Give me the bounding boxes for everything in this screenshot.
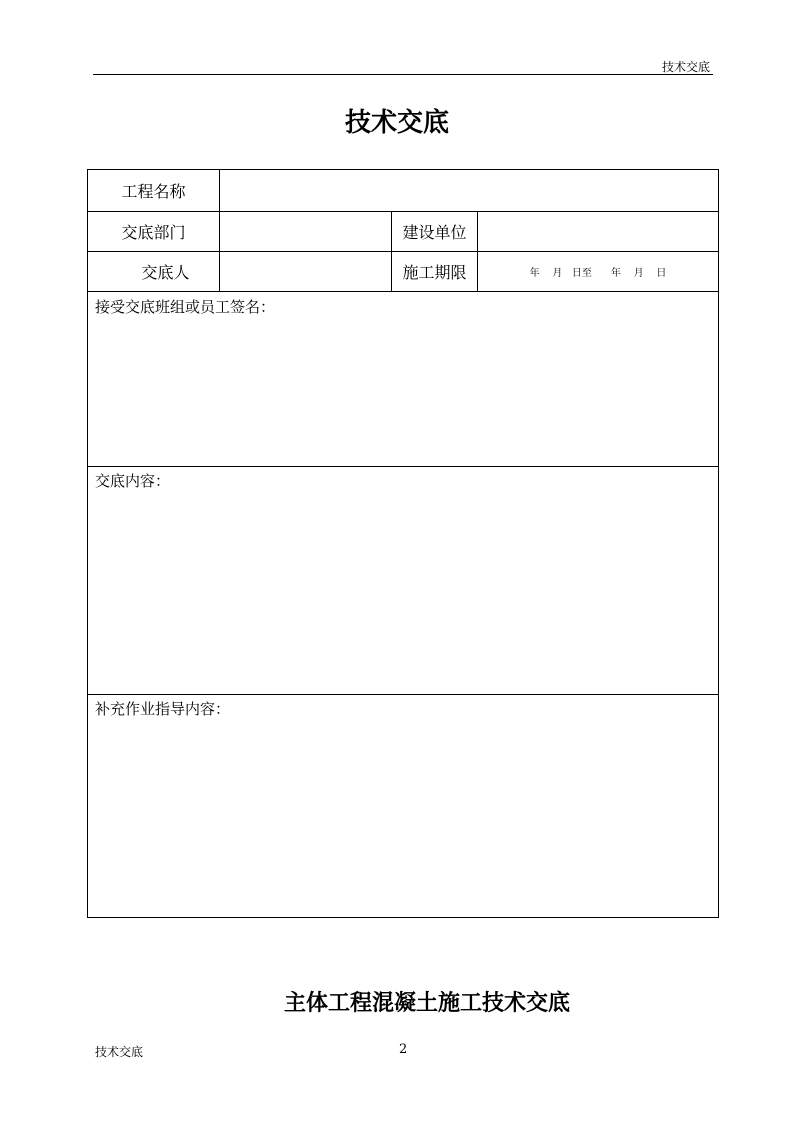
table-border-right xyxy=(718,169,719,918)
content-area[interactable] xyxy=(88,492,718,694)
dept-label: 交底部门 xyxy=(121,223,186,242)
project-name-label: 工程名称 xyxy=(121,182,186,201)
signatures-label: 接受交底班组或员工签名： xyxy=(95,298,276,316)
footer-left-text: 技术交底 xyxy=(95,1045,144,1059)
signatures-area[interactable] xyxy=(88,318,718,466)
content-label: 交底内容： xyxy=(95,472,171,490)
supplement-area[interactable] xyxy=(88,720,718,917)
builder-label: 建设单位 xyxy=(402,223,467,242)
person-label: 交底人 xyxy=(141,263,190,282)
supplement-label: 补充作业指导内容： xyxy=(95,700,231,718)
table-border-bottom xyxy=(87,917,719,918)
person-field[interactable] xyxy=(244,252,391,291)
period-label: 施工期限 xyxy=(402,263,467,282)
period-value: 年 月 日至 年 月 日 xyxy=(529,268,667,279)
period-field[interactable] xyxy=(478,252,718,291)
page-header-text: 技术交底 xyxy=(661,60,710,74)
table-row-divider xyxy=(87,291,719,292)
table-row-divider xyxy=(87,466,719,467)
table-row-divider xyxy=(87,694,719,695)
page-header-rule xyxy=(93,74,713,75)
page-number: 2 xyxy=(399,1042,408,1057)
project-name-field[interactable] xyxy=(220,170,718,211)
section-subtitle: 主体工程混凝土施工技术交底 xyxy=(283,990,570,1016)
document-title: 技术交底 xyxy=(344,108,449,138)
builder-field[interactable] xyxy=(478,212,718,251)
dept-field[interactable] xyxy=(220,212,391,251)
